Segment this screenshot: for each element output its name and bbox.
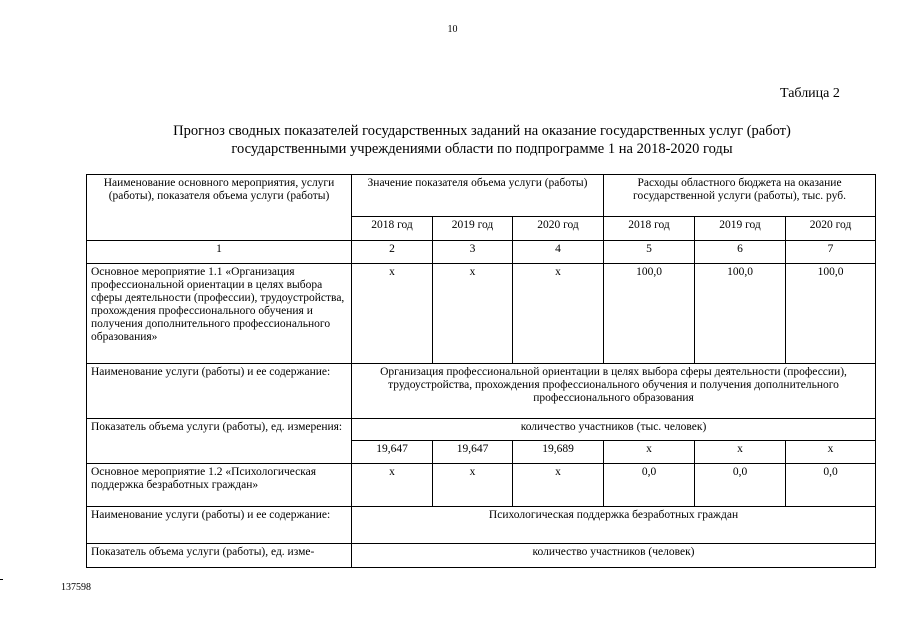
column-number: 7: [786, 241, 876, 264]
table-caption: Таблица 2: [780, 86, 840, 101]
service-1-row: [87, 364, 876, 419]
activity-2-name: Основное мероприятие 1.2 «Психологическая поддержка безработных граждан»: [87, 464, 352, 507]
activity-2-row: [87, 464, 876, 507]
value-cell: x: [604, 441, 695, 464]
year-cell: 2019 год: [433, 217, 513, 241]
value-cell: 19,647: [433, 441, 513, 464]
column-number: 6: [695, 241, 786, 264]
year-cell: 2020 год: [786, 217, 876, 241]
indicators-table: [86, 174, 876, 568]
service-2-row: [87, 507, 876, 544]
year-cell: 2020 год: [513, 217, 604, 241]
header-volume-group: Значение показателя объема услуги (работы): [352, 175, 604, 217]
title-line-2: государственными учреждениями области по подпрограмме 1 на 2018-2020 годы: [231, 141, 733, 157]
activity-1-name: Основное мероприятие 1.1 «Организация профессиональной ориентации в целях выбора сферы деятельности (профессии), трудоустройства, прохождения профессионального обучения и получения дополнительного профессионального образования»: [87, 264, 352, 364]
value-cell: 100,0: [604, 264, 695, 364]
year-cell: 2018 год: [352, 217, 433, 241]
title-line-1: Прогноз сводных показателей государственных заданий на оказание государственных услуг (работ): [173, 123, 791, 139]
service-1-value: Организация профессиональной ориентации в целях выбора сферы деятельности (профессии), трудоустройства, прохождения профессионального обучения и получения дополнительного профессионального образования: [352, 364, 876, 419]
service-1-label: Наименование услуги (работы) и ее содержание:: [87, 364, 352, 419]
column-number: 1: [87, 241, 352, 264]
value-cell: x: [352, 264, 433, 364]
document-id: 137598: [61, 582, 91, 593]
value-cell: 0,0: [695, 464, 786, 507]
value-cell: x: [433, 464, 513, 507]
value-cell: x: [786, 441, 876, 464]
indicator-2-row: [87, 544, 876, 568]
value-cell: x: [695, 441, 786, 464]
value-cell: 0,0: [786, 464, 876, 507]
indicator-2-label-text: Показатель объема услуги (работы), ед. изме-: [91, 546, 315, 558]
value-cell: 0,0: [604, 464, 695, 507]
value-cell: 19,689: [513, 441, 604, 464]
indicator-1-row: [87, 419, 876, 441]
value-cell: 19,647: [352, 441, 433, 464]
indicator-2-unit: количество участников (человек): [352, 544, 876, 568]
header-budget-group: Расходы областного бюджета на оказание государственной услуги (работы), тыс. руб.: [604, 175, 876, 217]
value-cell: x: [513, 464, 604, 507]
column-number: 5: [604, 241, 695, 264]
page-number: 10: [447, 24, 458, 35]
indicator-1-unit: количество участников (тыс. человек): [352, 419, 876, 441]
value-cell: 100,0: [695, 264, 786, 364]
header-name-cell: Наименование основного мероприятия, услуги (работы), показателя объема услуги (работы): [87, 175, 352, 241]
header-row: [87, 175, 876, 217]
indicator-2-label: [87, 544, 352, 568]
year-cell: 2019 год: [695, 217, 786, 241]
service-2-label: Наименование услуги (работы) и ее содержание:: [87, 507, 352, 544]
value-cell: 100,0: [786, 264, 876, 364]
activity-1-row: [87, 264, 876, 364]
margin-mark: [0, 579, 3, 580]
column-number: 2: [352, 241, 433, 264]
document-title: [92, 122, 872, 158]
service-2-value: Психологическая поддержка безработных граждан: [352, 507, 876, 544]
column-number: 4: [513, 241, 604, 264]
column-number: 3: [433, 241, 513, 264]
value-cell: x: [433, 264, 513, 364]
column-numbers-row: [87, 241, 876, 264]
value-cell: x: [513, 264, 604, 364]
year-cell: 2018 год: [604, 217, 695, 241]
indicator-1-label: Показатель объема услуги (работы), ед. измерения:: [87, 419, 352, 464]
value-cell: x: [352, 464, 433, 507]
